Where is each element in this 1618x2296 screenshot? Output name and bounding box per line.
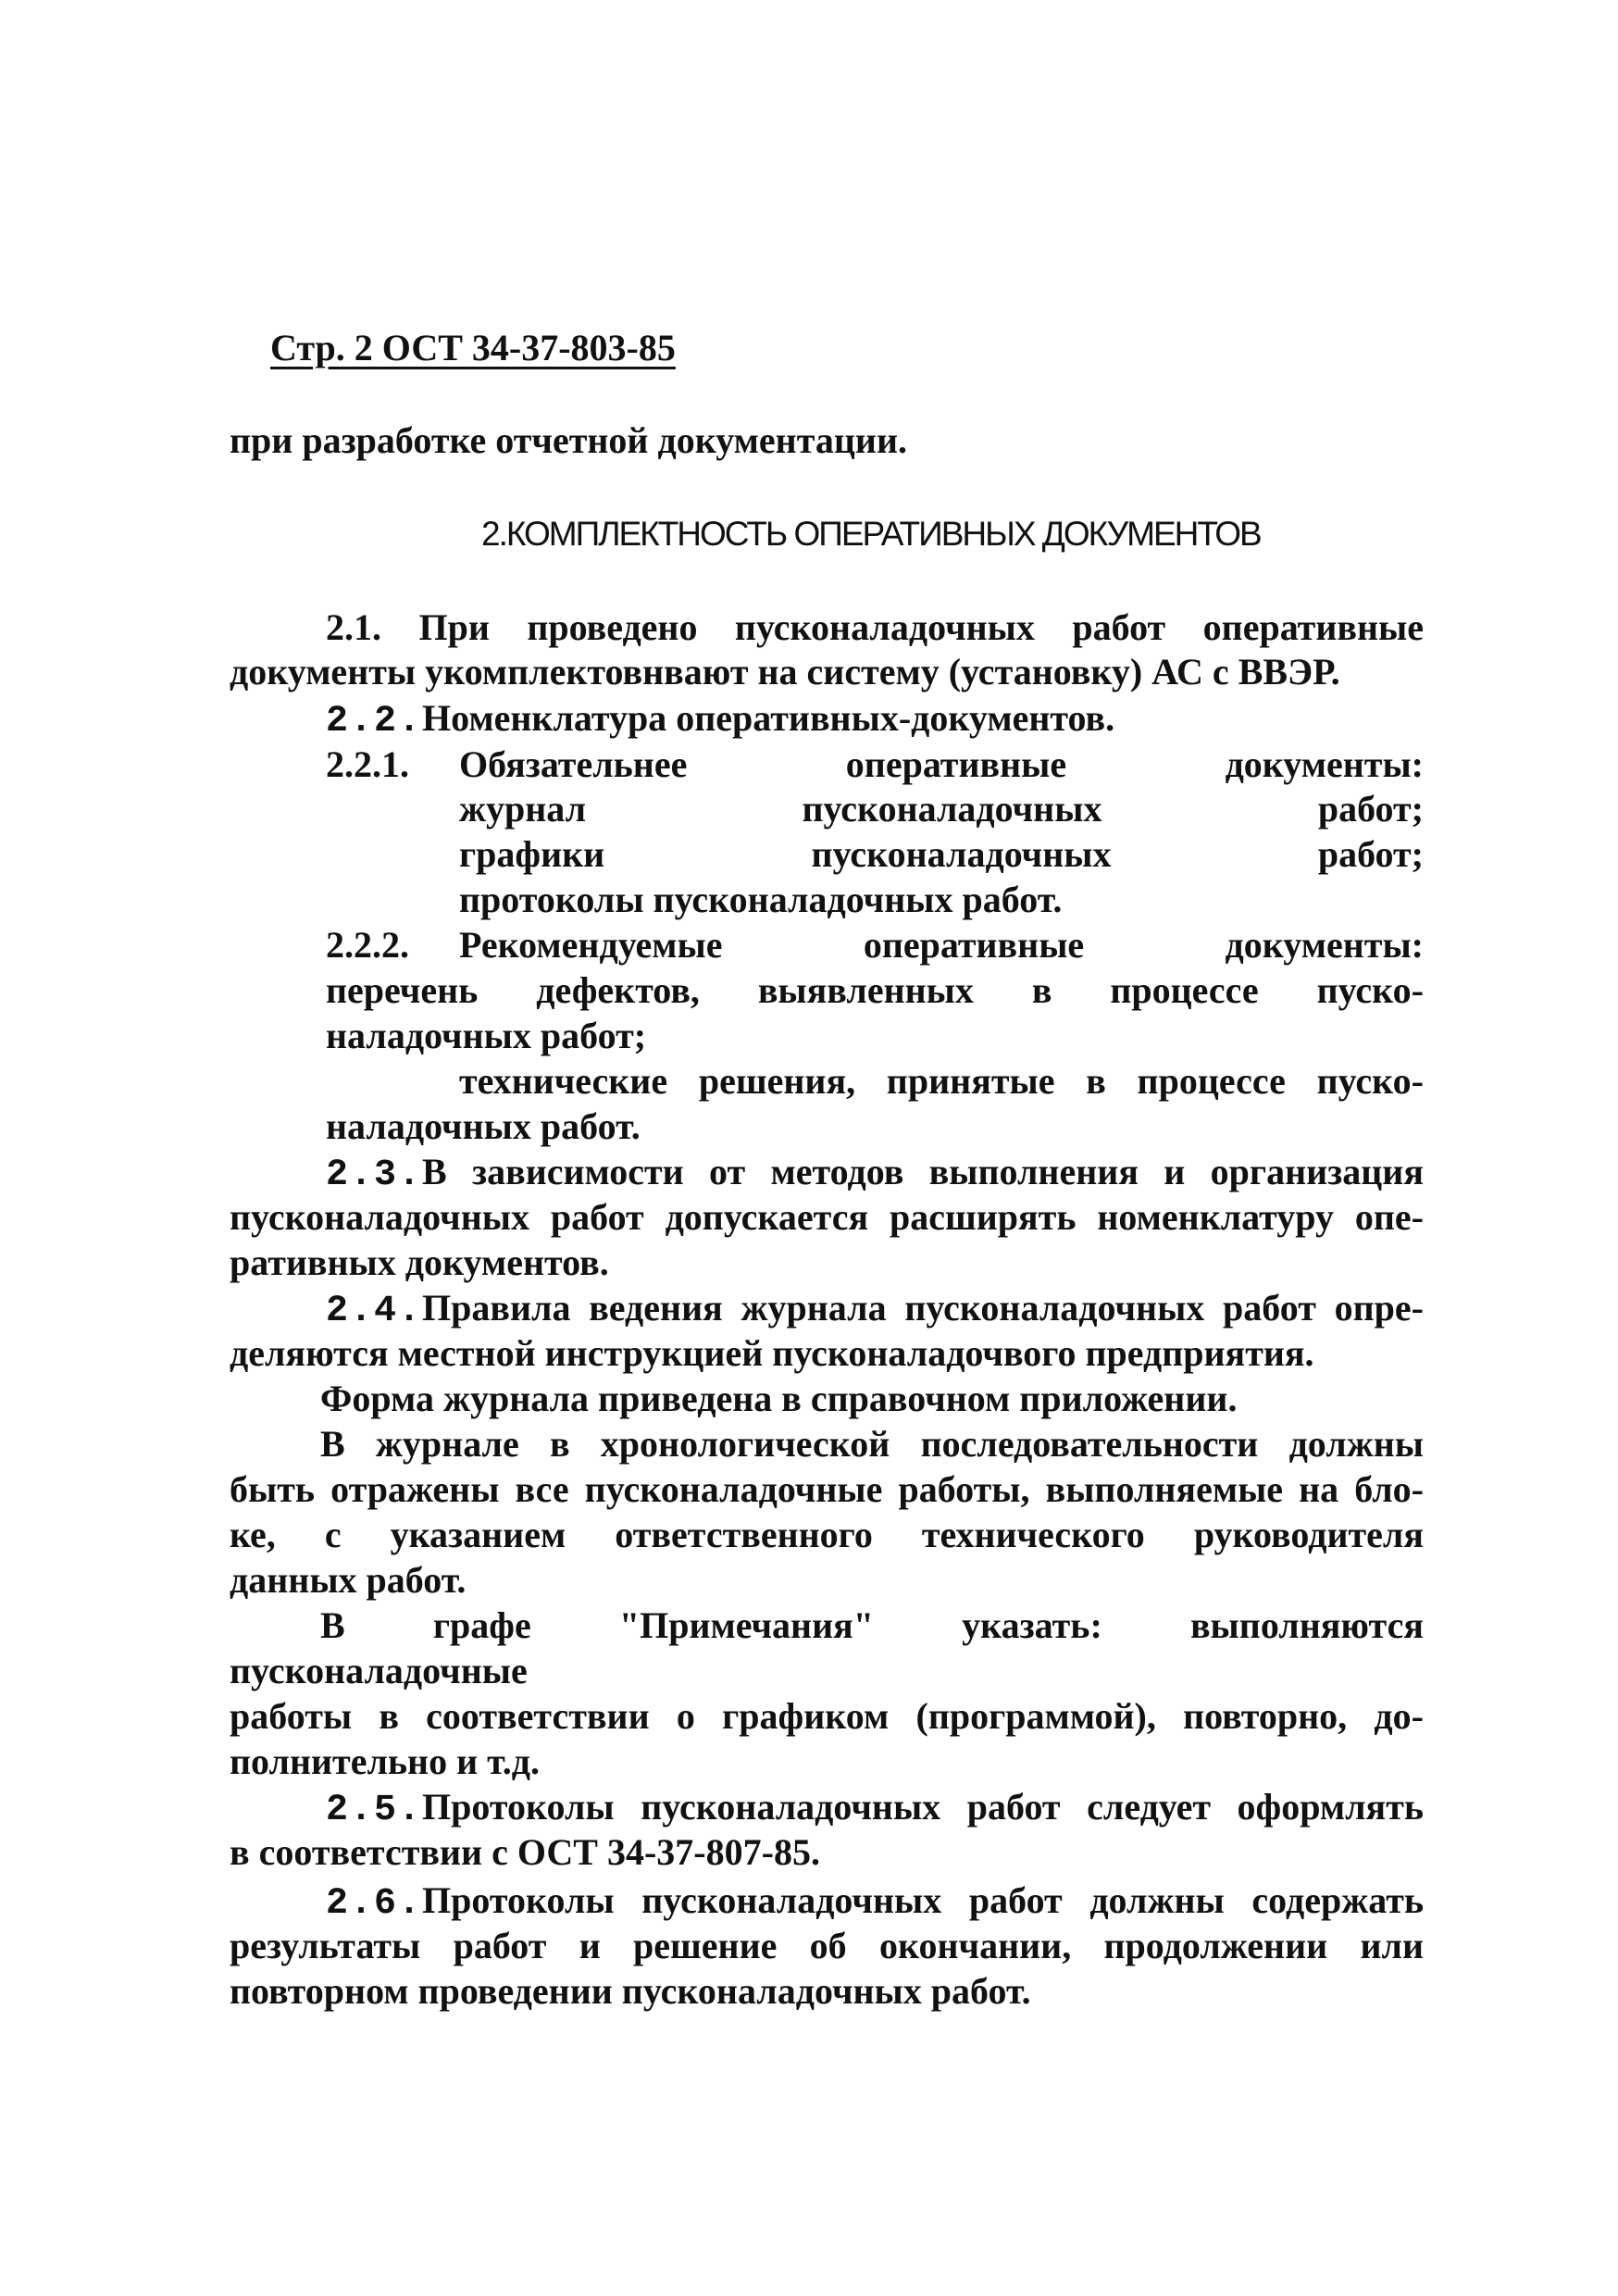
list-item: журнал пусконаладочных работ; xyxy=(459,788,1424,830)
list-item: графики пусконаладочных работ; xyxy=(459,833,1424,875)
clause-number: 2.2. xyxy=(326,701,423,742)
clause-number: 2.3. xyxy=(326,1154,423,1196)
paragraph-line: 2.6.Протоколы пусконаладочных работ должны содержать xyxy=(326,1879,1424,1925)
paragraph-line: быть отражены все пусконаладочные работы, выполняемые на бло- xyxy=(230,1468,1424,1510)
paragraph-line: повторном проведении пусконаладочных работ. xyxy=(230,1970,1031,2012)
clause-number: 2.2.2. xyxy=(326,924,409,966)
clause-number: 2.2.1. xyxy=(326,743,409,785)
paragraph-line: Форма журнала приведена в справочном приложении. xyxy=(320,1378,1238,1419)
paragraph-line: 2.4.Правила ведения журнала пусконаладочных работ опре- xyxy=(326,1287,1424,1332)
paragraph-line: наладочных работ; xyxy=(326,1015,647,1056)
paragraph-line: 2.5.Протоколы пусконаладочных работ следует оформлять xyxy=(326,1786,1424,1831)
paragraph-line: работы в соответствии о графиком (программой), повторно, до- xyxy=(230,1695,1424,1737)
clause-number: 2.6. xyxy=(326,1883,423,1925)
list-item: технические решения, принятые в процессе пуско- xyxy=(459,1060,1424,1102)
paragraph-line: В журнале в хронологической последовательности должны xyxy=(320,1423,1424,1465)
paragraph-line: В графе "Примечания" указать: выполняются xyxy=(320,1604,1424,1646)
paragraph-line: 2.1. При проведено пусконаладочных работ оперативные xyxy=(326,606,1424,648)
section-title: 2.КОМПЛЕКТНОСТЬ ОПЕРАТИВНЫХ ДОКУМЕНТОВ xyxy=(481,515,1261,553)
paragraph-line: полнительно и т.д. xyxy=(230,1741,541,1782)
paragraph-line: Обязательнее оперативные документы: xyxy=(459,743,1424,785)
list-item: перечень дефектов, выявленных в процессе пуско- xyxy=(326,969,1424,1011)
paragraph-line: результаты работ и решение об окончании, продолжении или xyxy=(230,1925,1424,1966)
intro-line: при разработке отчетной документации. xyxy=(230,419,907,461)
paragraph-line: 2.3.В зависимости от методов выполнения и организация xyxy=(326,1151,1424,1196)
paragraph-line: данных работ. xyxy=(230,1559,467,1601)
page-header: Стр. 2 ОСТ 34-37-803-85 xyxy=(270,327,676,368)
paragraph-line: документы укомплектовнвают на систему (установку) АС с ВВЭР. xyxy=(230,651,1340,693)
paragraph-line: в соответствии с ОСТ 34-37-807-85. xyxy=(230,1831,820,1873)
paragraph-line: наладочных работ. xyxy=(326,1105,641,1147)
paragraph-line: ративных документов. xyxy=(230,1242,609,1283)
paragraph-line: деляются местной инструкцией пусконаладочвого предприятия. xyxy=(230,1332,1314,1374)
paragraph-line: 2.2.Номенклатура оперативных-документов. xyxy=(326,697,1115,742)
list-item: протоколы пусконаладочных работ. xyxy=(459,879,1063,920)
paragraph-line: ке, с указанием ответственного технического руководителя xyxy=(230,1514,1424,1555)
paragraph-line: пусконаладочные xyxy=(230,1650,528,1691)
clause-number: 2.5. xyxy=(326,1790,423,1831)
clause-number: 2.4. xyxy=(326,1291,423,1332)
paragraph-line: пусконаладочных работ допускается расширять номенклатуру опе- xyxy=(230,1196,1424,1238)
paragraph-line: Рекомендуемые оперативные документы: xyxy=(459,924,1424,966)
